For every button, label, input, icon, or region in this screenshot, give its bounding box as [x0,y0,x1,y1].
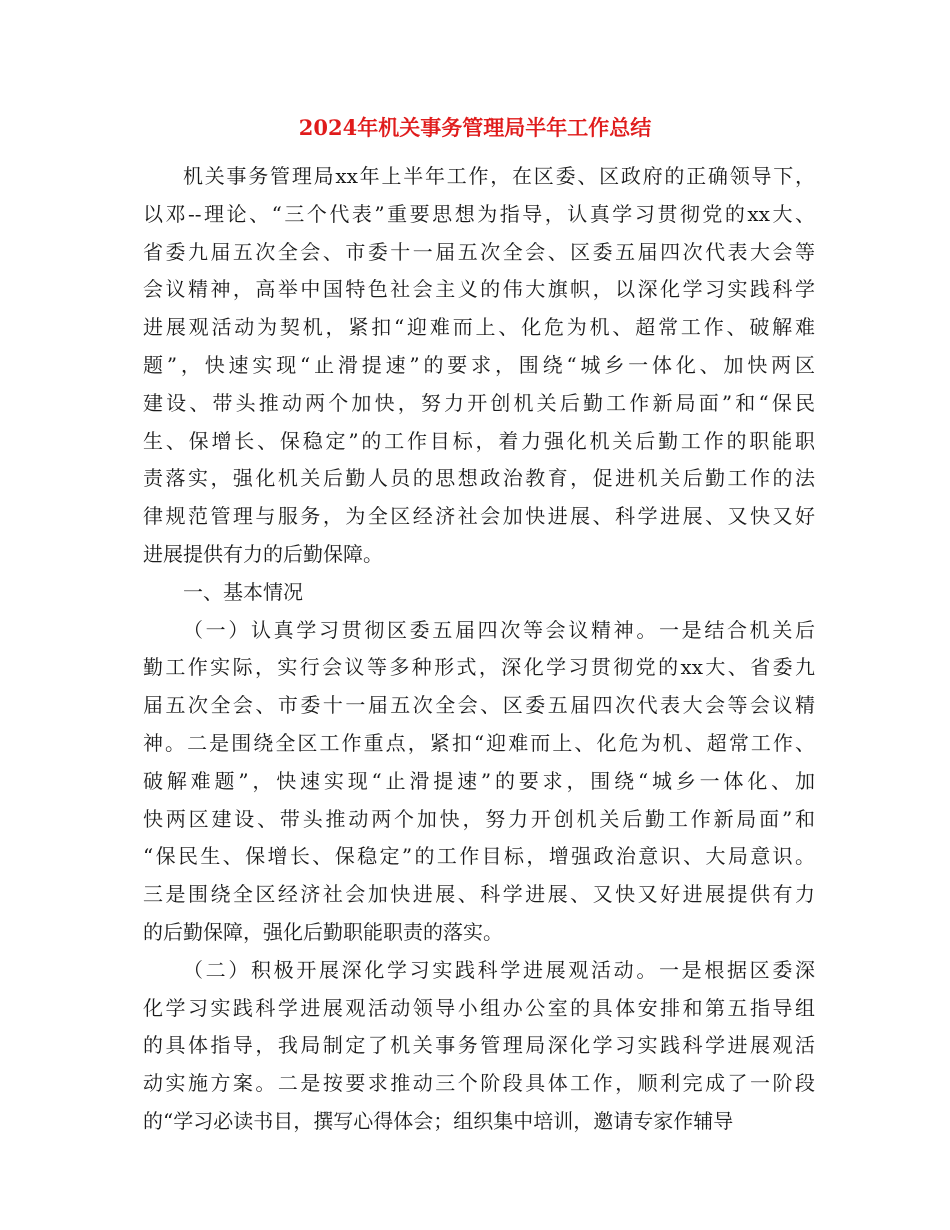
paragraph-line: 题”，快速实现“止滑提速”的要求，围绕“城乡一体化、加快两区 [143,352,815,377]
paragraph-line: 的具体指导，我局制定了机关事务管理局深化学习实践科学进展观活 [143,1033,815,1058]
paragraph-line: （一）认真学习贯彻区委五届四次等会议精神。一是结合机关后 [183,617,815,642]
paragraph [143,952,815,1141]
paragraph-line: 快两区建设、带头推动两个加快，努力开创机关后勤工作新局面”和 [143,806,815,831]
paragraph [143,612,815,952]
paragraph [143,574,815,612]
paragraph-line: 破解难题”，快速实现“止滑提速”的要求，围绕“城乡一体化、加 [143,768,815,793]
paragraph-line: 的“学习必读书目，撰写心得体会；组织集中培训，邀请专家作辅导 [143,1108,734,1133]
paragraph-line: 三是围绕全区经济社会加快进展、科学进展、又快又好进展提供有力 [143,882,815,907]
paragraph-line: 责落实，强化机关后勤人员的思想政治教育，促进机关后勤工作的法 [143,466,815,491]
paragraph-line: 神。二是围绕全区工作重点，紧扣“迎难而上、化危为机、超常工作、 [143,730,815,755]
paragraph-line: 勤工作实际，实行会议等多种形式，深化学习贯彻党的xx大、省委九 [143,655,815,680]
paragraph-line: 届五次全会、市委十一届五次全会、区委五届四次代表大会等会议精 [143,693,815,718]
paragraph-line: 一、基本情况 [183,579,303,604]
paragraph [143,158,815,574]
paragraph-line: 建设、带头推动两个加快，努力开创机关后勤工作新局面”和“保民 [143,390,815,415]
paragraph-line: 机关事务管理局xx年上半年工作，在区委、区政府的正确领导下， [183,164,815,188]
paragraph-line: 的后勤保障，强化后勤职能职责的落实。 [143,919,503,944]
paragraph-line: 生、保增长、保稳定”的工作目标，着力强化机关后勤工作的职能职 [143,428,815,453]
paragraph-line: 省委九届五次全会、市委十一届五次全会、区委五届四次代表大会等 [143,239,815,264]
paragraph-line: 化学习实践科学进展观活动领导小组办公室的具体安排和第五指导组 [143,995,815,1020]
paragraph-line: （二）积极开展深化学习实践科学进展观活动。一是根据区委深 [183,957,815,982]
document-title: 2024年机关事务管理局半年工作总结 [298,115,652,140]
paragraph-line: 以邓--理论、“三个代表”重要思想为指导，认真学习贯彻党的xx大、 [143,201,815,226]
paragraph-line: 律规范管理与服务，为全区经济社会加快进展、科学进展、又快又好 [143,504,815,529]
paragraph-line: 进展观活动为契机，紧扣“迎难而上、化危为机、超常工作、破解难 [143,315,815,340]
paragraph-line: 会议精神，高举中国特色社会主义的伟大旗帜，以深化学习实践科学 [143,277,815,302]
paragraph-line: 动实施方案。二是按要求推动三个阶段具体工作，顺利完成了一阶段 [143,1071,815,1096]
paragraph-line: “保民生、保增长、保稳定”的工作目标，增强政治意识、大局意识。 [143,844,815,869]
paragraph-line: 进展提供有力的后勤保障。 [143,541,383,566]
document-body [143,158,815,1141]
